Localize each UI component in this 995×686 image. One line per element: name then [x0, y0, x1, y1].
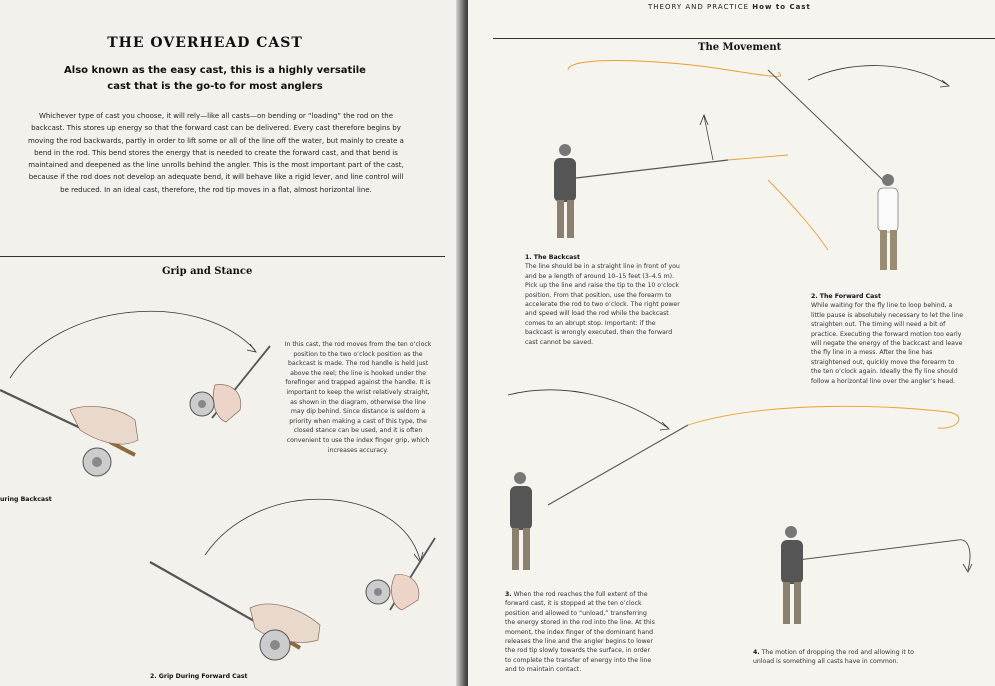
backcast-grip-illustration	[0, 290, 290, 490]
step-1-caption: 1. The Backcast The line should be in a straight line in front of you and be a length of around 10–15 feet (3–4.5 m). Pick up the line and raise the tip to the 10 o’clock position. From that position, use the forearm to accelerate the rod to two o’clock. The right power and speed will load the rod while the backcast comes to an abrupt stop. Important: if the backcast is wrongly executed, then the forward cast cannot be saved.	[525, 254, 680, 346]
section-divider	[493, 38, 995, 39]
grip-section-heading: Grip and Stance	[162, 266, 253, 277]
hand	[70, 406, 138, 444]
caption-forward-grip: 2. Grip During Forward Cast	[150, 673, 248, 680]
step-2-caption: 2. The Forward Cast While waiting for the fly line to loop behind, a little pause is absolutely necessary to let the line straighten out. The timing will need a bit of practice. Executing the forward motion too early will negate the energy of the backcast and leave the fly line in a mess. After the line has straightened out, quickly move the forearm to the ten o’clock again. Ideally the fly line should follow a horizontal line over the angler’s head.	[811, 293, 964, 385]
page-title: THE OVERHEAD CAST	[107, 35, 303, 51]
running-head: THEORY AND PRACTICE How to Cast	[648, 3, 811, 11]
intro-paragraph: Whichever type of cast you choose, it will rely—like all casts—on bending or “loading” the rod on the backcast. This stores up energy so that the forward cast can be delivered. Every cast therefore begins by moving the rod backwards, partly in order to lift some or all of the line off the water, but mainly to create a bend in the rod. This bend stores the energy that is needed to create the forward cast, and that bend is maintained and deepened as the line unrolls behind the angler. This is the most important part of the cast, because if the rod does not develop an adequate bend, it will behave like a rigid lever, and line control will be reduced. In an ideal cast, therefore, the rod tip moves in a flat, almost horizontal line.	[28, 112, 404, 194]
angler-figure-1	[554, 115, 788, 238]
left-page	[0, 0, 470, 686]
forward-grip-illustration	[140, 480, 450, 670]
arc-arrow	[205, 499, 420, 560]
right-page	[468, 0, 995, 686]
angler-figure-3	[508, 390, 959, 570]
step-3-caption: 3. When the rod reaches the full extent of the forward cast, it is stopped at the ten o’clock position and allowed to “unload,” transferring the energy stored in the rod into the line. At this moment, the index finger of the dominant hand releases the line and the angler begins to lower the rod tip slowly towards the surface, in order to complete the transfer of energy into the line and to maintain contact.	[505, 591, 655, 674]
angler-figure-4	[781, 526, 972, 624]
grip-paragraph: In this cast, the rod moves from the ten o’clock position to the two o’clock position as the backcast is made. The rod handle is held just above the reel; the line is hooked under the forefinger and trapped against the handle. It is important to keep the wrist relatively straight, as shown in the diagram, otherwise the line may dip behind. Since distance is seldom a priority when making a cast of this type, the closed stance can be used, and it is often convenient to use the index finger grip, which increases accuracy.	[284, 341, 432, 454]
page-subtitle: Also known as the easy cast, this is a highly versatile cast that is the go-to for most anglers	[64, 65, 366, 92]
step-4-caption: 4. The motion of dropping the rod and allowing it to unload is something all casts have in common.	[753, 649, 914, 666]
movement-heading: The Movement	[698, 42, 782, 53]
section-divider	[0, 256, 445, 257]
fly-line	[568, 61, 781, 77]
arc-arrow	[10, 311, 255, 378]
caption-backcast-grip: uring Backcast	[0, 496, 52, 503]
angler-figure-2	[768, 66, 949, 270]
rod	[150, 562, 270, 630]
